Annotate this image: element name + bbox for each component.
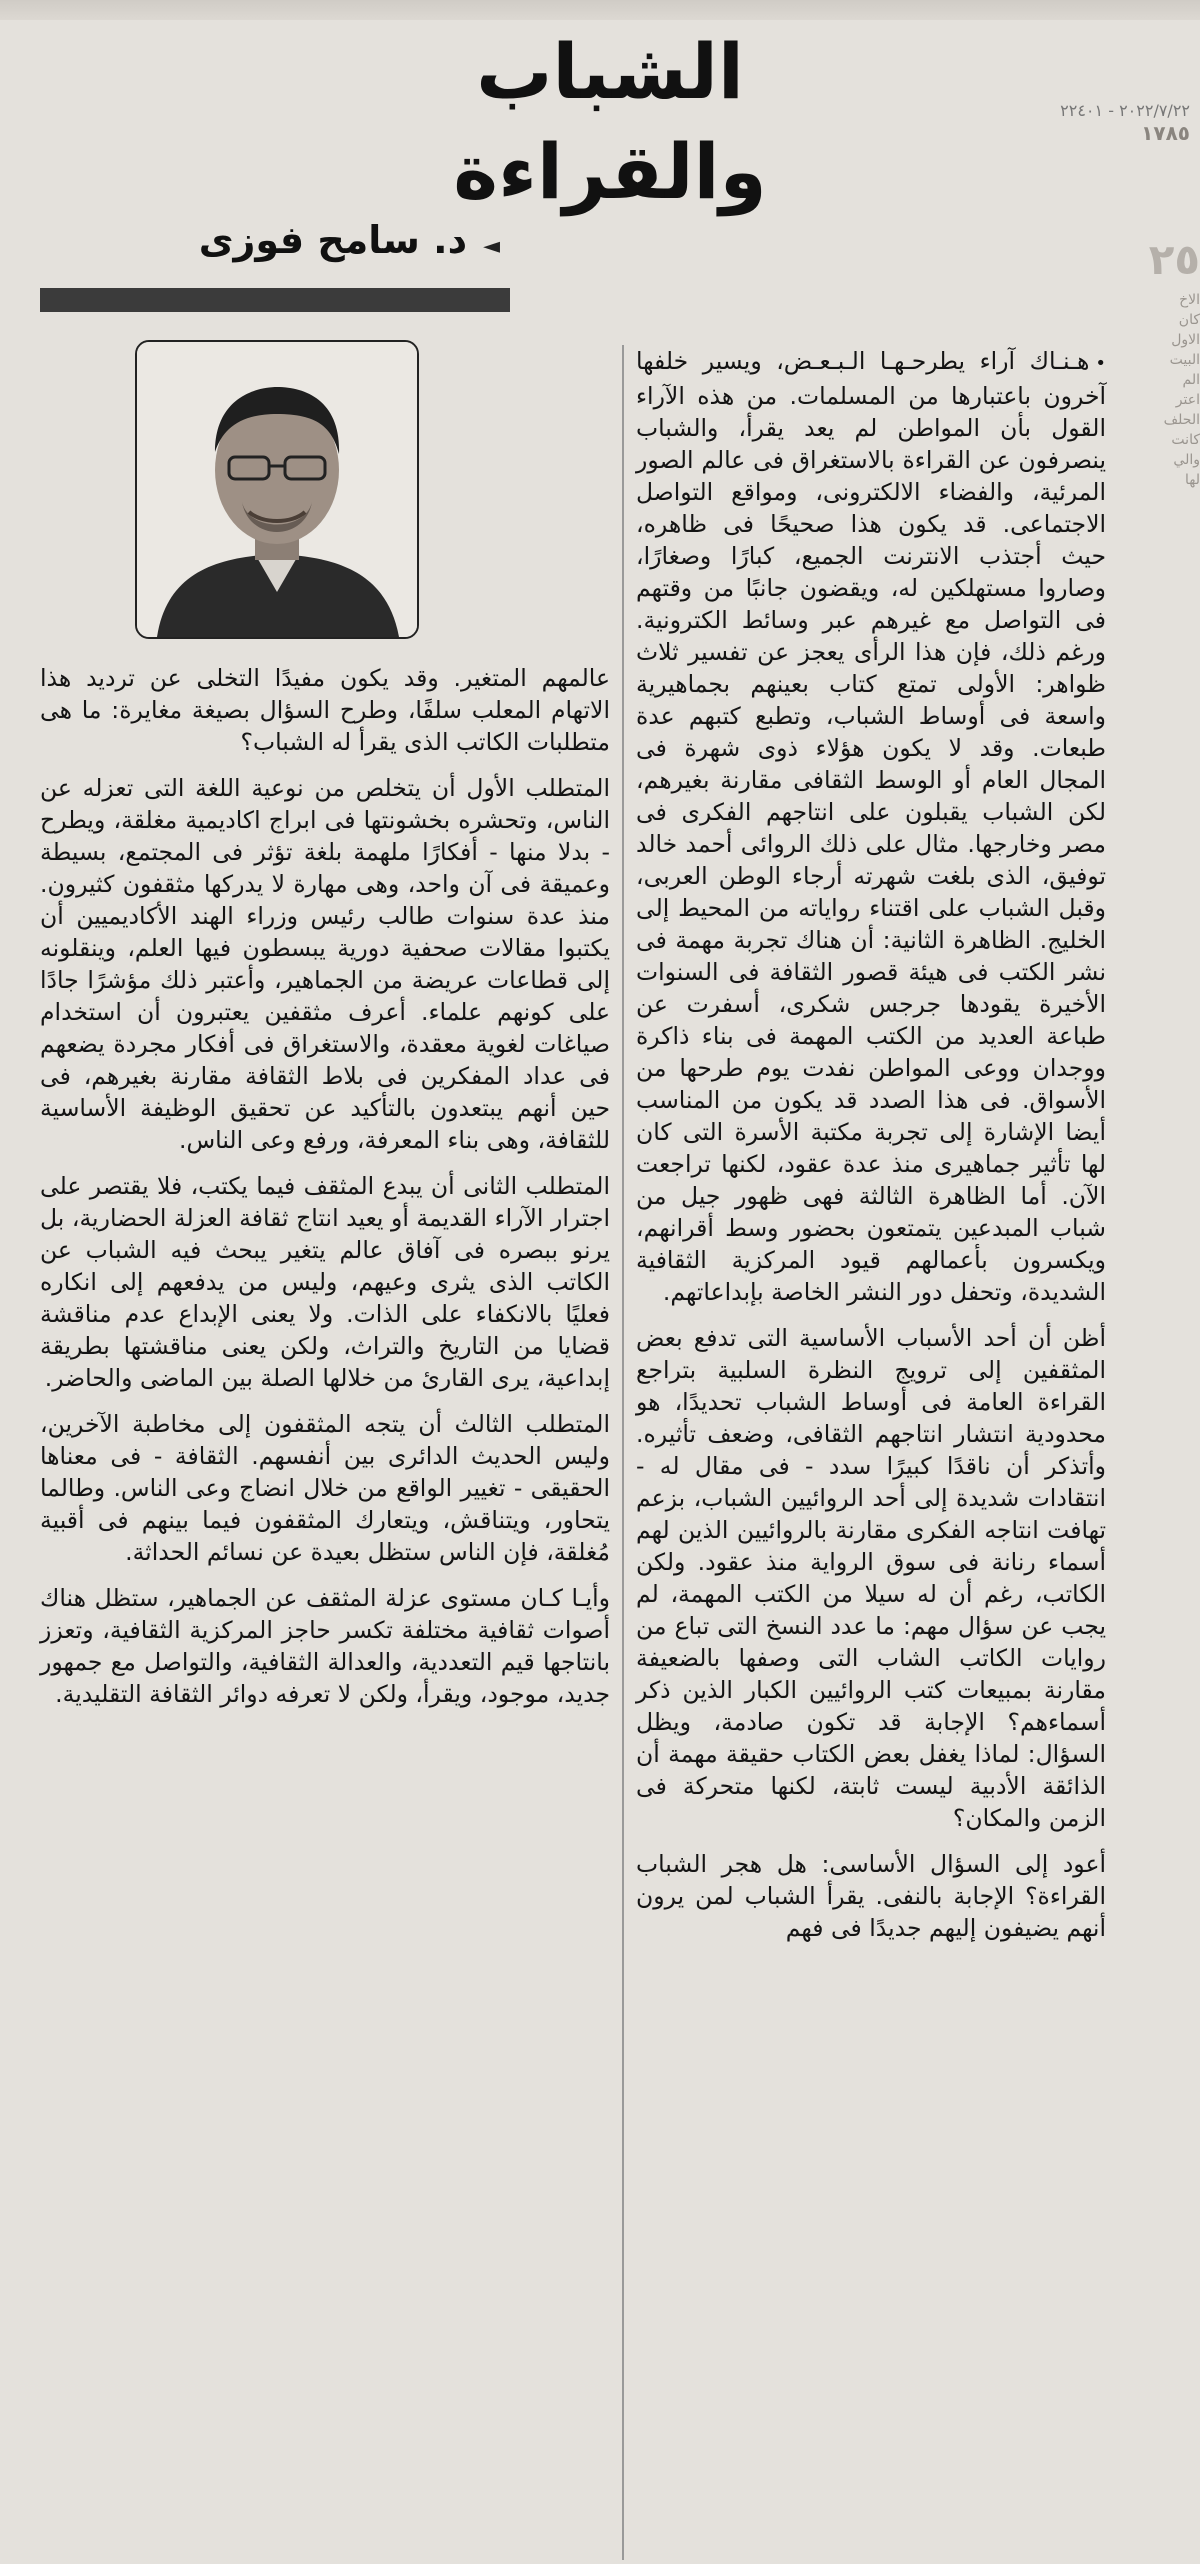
- masthead-strip: [0, 0, 1200, 20]
- bleed-line: والي: [1173, 452, 1200, 468]
- article-paragraph: المتطلب الثالث أن يتجه المثقفون إلى مخاطبة الآخرين، وليس الحديث الدائرى بين أنفسهم. الثقافة - فى معناها الحقيقى - تغيير الواقع من خلال انضاج وعى الناس. وطالما يتحاور، ويتناقش، ويتعارك المثقفون فيما بينهم فى أقبية مُغلقة، فإن الناس ستظل بعيدة عن نسائم الحداثة.: [40, 1410, 610, 1566]
- bleed-line: الاول: [1171, 332, 1200, 348]
- byline-arrow-icon: ◄: [483, 234, 500, 259]
- column-divider: [622, 345, 624, 2560]
- article-column-right: [636, 345, 1106, 2560]
- issue-meta: [870, 100, 1190, 146]
- bleed-line: الحلف: [1163, 412, 1200, 428]
- article-paragraph: وأيـا كـان مستوى عزلة المثقف عن الجماهير، ستظل هناك أصوات ثقافية مختلفة تكسر حاجز المركزية الثقافية، وتعزز بانتاجها قيم التعددية، والعدالة الثقافية، والتواصل مع جمهور جديد، موجود، ويقرأ، ولكن لا تعرفه دوائر الثقافة التقليدية.: [40, 1584, 610, 1708]
- bullet-icon: •: [1095, 353, 1106, 374]
- article-paragraph: المتطلب الثانى أن يبدع المثقف فيما يكتب، فلا يقتصر على اجترار الآراء القديمة أو يعيد انتاج ثقافة العزلة الحضارية، بل يرنو ببصره فى آفاق عالم يتغير يبحث فيه الشباب عن الكاتب الذى يثرى وعيهم، وليس من يدفعهم إلى انكاره فعليًا بالانكفاء على الذات. ولا يعنى الإبداع عدم مناقشة قضايا من التاريخ والتراث، ولكن يعنى مناقشتها بطريقة إبداعية، يرى القارئ من خلالها الصلة بين الماضى والحاضر.: [40, 1172, 610, 1392]
- issue-number: ١٧٨٥: [1141, 121, 1190, 145]
- article-paragraph: المتطلب الأول أن يتخلص من نوعية اللغة التى تعزله عن الناس، وتحشره بخشونتها فى ابراج اكاديمية مغلقة، ويطرح - بدلا منها - أفكارًا ملهمة بلغة تؤثر فى المجتمع، بسيطة وعميقة فى آن واحد، وهى مهارة لا يدركها مثقفون كثيرون. منذ عدة سنوات طالب رئيس وزراء الهند الأكاديميين أن يكتبوا مقالات صحفية دورية يبسطون فيها العلم، وينقلونه إلى قطاعات عريضة من الجماهير، وأعتبر ذلك مؤشرًا جادًا على كونهم علماء. أعرف مثقفين يعتبرون أن استخدام صياغات لغوية معقدة، والاستغراق فى أفكار مجردة يضعهم فى عداد المفكرين فى بلاط الثقافة مقارنة بغيرهم، فى حين أنهم يبتعدون بالتأكيد عن تحقيق الوظيفة الأساسية للثقافة، وهى بناء المعرفة، ورفع وعى الناس.: [40, 774, 610, 1154]
- author-photo: [135, 340, 419, 639]
- byline-bar: [40, 288, 510, 312]
- bleed-line: كانت: [1171, 432, 1200, 448]
- bleed-line: لها: [1185, 472, 1200, 488]
- bleed-line: البيت: [1169, 352, 1200, 368]
- bleed-line: اعتر: [1175, 392, 1200, 408]
- article-title: الشباب والقراءة: [453, 27, 767, 216]
- bleed-number: ٢٥: [1148, 235, 1200, 284]
- bleed-line: كان: [1178, 312, 1200, 328]
- author-portrait-image: [137, 342, 417, 637]
- author-name: د. سامح فوزى: [198, 218, 468, 262]
- bleed-line: الم: [1182, 372, 1200, 388]
- article-paragraph: •هـنـاك آراء يطرحـهـا الـبـعـض، ويسير خلفها آخرون باعتبارها من المسلمات. من هذه الآراء القول بأن المواطن لم يعد يقرأ، والشباب ينصرفون عن القراءة بالاستغراق فى عالم الصور المرئية، والفضاء الالكترونى، ومواقع التواصل الاجتماعى. قد يكون هذا صحيحًا فى ظاهره، حيث أجتذب الانترنت الجميع، كبارًا وصغارًا، وصاروا مستهلكين له، ويقضون جانبًا من وقتهم فى التواصل مع غيرهم عبر وسائط الكترونية. ورغم ذلك، فإن هذا الرأى يعجز عن تفسير ثلاث ظواهر: الأولى تمتع كتاب بعينهم بجماهيرية واسعة فى أوساط الشباب، وتطبع كتبهم عدة طبعات. وقد لا يكون هؤلاء ذوى شهرة فى المجال العام أو الوسط الثقافى مقارنة بغيرهم، لكن الشباب يقبلون على انتاجهم الفكرى فى مصر وخارجها. مثال على ذلك الروائى أحمد خالد توفيق، الذى بلغت شهرته أرجاء الوطن العربى، وقبل الشباب على اقتناء رواياته من المحيط إلى الخليج. الظاهرة الثانية: أن هناك تجربة مهمة فى نشر الكتب فى هيئة قصور الثقافة فى السنوات الأخيرة يقودها جرجس شكرى، أسفرت عن طباعة العديد من الكتب المهمة فى بناء ذاكرة ووجدان ووعى المواطن نفدت يوم طرحها من الأسواق. فى هذا الصدد قد يكون من المناسب أيضا الإشارة إلى تجربة مكتبة الأسرة التى كان لها تأثير جماهيرى منذ عدة عقود، لكنها تراجعت الآن. أما الظاهرة الثالثة فهى ظهور جيل من شباب المبدعين يتمتعون بحضور وسط أقرانهم، ويكسرون بأعمالهم قيود المركزية الثقافية الشديدة، وتحفل دور النشر الخاصة بإبداعاتهم.: [636, 347, 1106, 1306]
- issue-date-line: ٢٠٢٢/٧/٢٢ - ٢٢٤٠١: [1060, 101, 1190, 120]
- article-column-left: [40, 662, 610, 2560]
- article-paragraph: عالمهم المتغير. وقد يكون مفيدًا التخلى عن ترديد هذا الاتهام المعلب سلفًا، وطرح السؤال بصيغة مغايرة: ما هى متطلبات الكاتب الذى يقرأ له الشباب؟: [40, 664, 610, 756]
- article-paragraph: أظن أن أحد الأسباب الأساسية التى تدفع بعض المثقفين إلى ترويج النظرة السلبية بتراجع القراءة العامة فى أوساط الشباب تحديدًا، هو محدودية انتشار انتاجهم الثقافى، وضعف تأثيره. وأتذكر أن ناقدًا كبيرًا سدد - فى مقال له - انتقادات شديدة إلى أحد الروائيين الشباب، بزعم تهافت انتاجه الفكرى مقارنة بالروائيين الذين لهم أسماء رنانة فى سوق الرواية منذ عقود. ولكن الكاتب، رغم أن له سيلا من الكتب المهمة، لم يجب عن سؤال مهم: ما عدد النسخ التى تباع من روايات الكاتب الشاب التى وصفها بالضعيفة مقارنة بمبيعات كتب الروائيين الكبار الذين ذكر أسماءهم؟ الإجابة قد تكون صادمة، ويظل السؤال: لماذا يغفل بعض الكتاب حقيقة مهمة أن الذائقة الأدبية ليست ثابتة، لكنها متحركة فى الزمن والمكان؟: [636, 1324, 1106, 1832]
- bleed-line: الاخ: [1179, 292, 1200, 308]
- adjacent-page-bleed: [1110, 230, 1200, 750]
- article-paragraph: أعود إلى السؤال الأساسى: هل هجر الشباب القراءة؟ الإجابة بالنفى. يقرأ الشباب لمن يرون أنهم يضيفون إليهم جديدًا فى فهم: [636, 1850, 1106, 1942]
- author-byline: [40, 210, 500, 270]
